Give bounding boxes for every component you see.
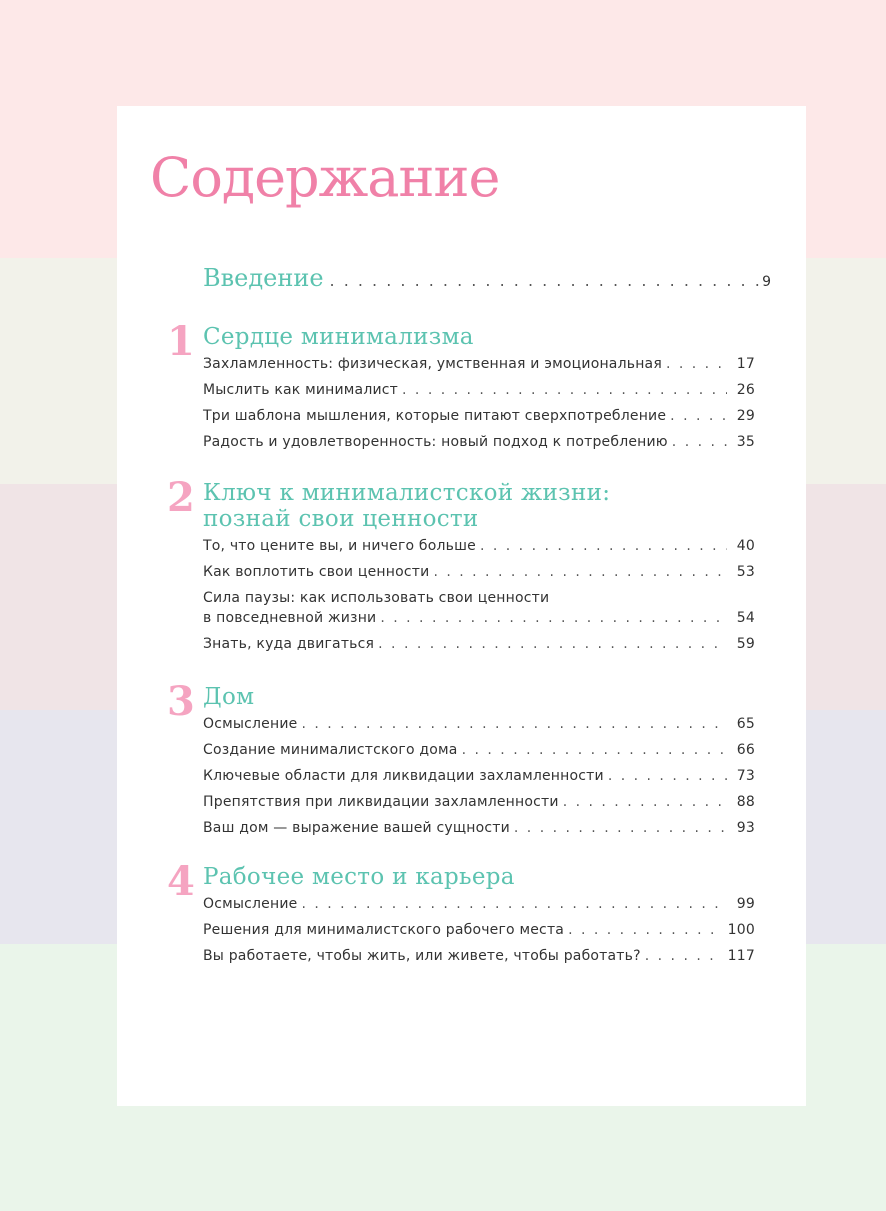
- leader-dots: [666, 354, 727, 374]
- toc-entry[interactable]: Знать, куда двигаться . . . 59: [203, 634, 755, 654]
- chapter-number: 4: [167, 858, 195, 905]
- leader-dots: [402, 380, 727, 400]
- chapter-title[interactable]: Сердце минимализма: [203, 324, 474, 350]
- page-title: Содержание: [150, 146, 500, 209]
- toc-entry[interactable]: Осмысление . . . 99: [203, 894, 755, 914]
- leader-dots: [608, 766, 727, 786]
- chapter-title[interactable]: Дом: [203, 684, 255, 710]
- leader-dots: [645, 946, 720, 966]
- toc-entry[interactable]: Три шаблона мышления, которые питают сверхпотребление . . . 29: [203, 406, 755, 426]
- leader-dots: [330, 271, 761, 290]
- chapter-number: 1: [167, 318, 195, 365]
- toc-entry[interactable]: Решения для минималистского рабочего места . . . 100: [203, 920, 755, 940]
- chapter-4: [167, 858, 755, 972]
- leader-dots: [670, 406, 727, 426]
- toc-entry[interactable]: Сила паузы: как использовать свои ценности в повседневной жизни . . . 54: [203, 588, 755, 628]
- chapter-entries: [203, 894, 755, 966]
- leader-dots: [563, 792, 727, 812]
- chapter-title[interactable]: Ключ к минималистской жизни: познай свои ценности: [203, 480, 611, 532]
- leader-dots: [301, 714, 727, 734]
- leader-dots: [462, 740, 727, 760]
- toc-entry[interactable]: То, что цените вы, и ничего больше . . . 40: [203, 536, 755, 556]
- toc-entry[interactable]: Захламленность: физическая, умственная и эмоциональная . . . 17: [203, 354, 755, 374]
- toc-intro-entry[interactable]: [203, 264, 771, 292]
- intro-page-number: 9: [762, 274, 771, 290]
- chapter-2: [167, 474, 755, 660]
- leader-dots: [514, 818, 727, 838]
- leader-dots: [301, 894, 727, 914]
- chapter-entries: [203, 536, 755, 654]
- chapter-title[interactable]: Рабочее место и карьера: [203, 864, 515, 890]
- toc-entry[interactable]: Ключевые области для ликвидации захламленности . . . 73: [203, 766, 755, 786]
- leader-dots: [380, 608, 727, 628]
- leader-dots: [568, 920, 720, 940]
- toc-entry[interactable]: Ваш дом — выражение вашей сущности . . . 93: [203, 818, 755, 838]
- chapter-number: 2: [167, 474, 195, 521]
- chapter-number: 3: [167, 678, 195, 725]
- intro-label: Введение: [203, 264, 324, 292]
- toc-entry[interactable]: Осмысление . . . 65: [203, 714, 755, 734]
- leader-dots: [433, 562, 727, 582]
- toc-entry[interactable]: Радость и удовлетворенность: новый подход к потреблению . . . 35: [203, 432, 755, 452]
- toc-entry[interactable]: Создание минималистского дома . . . 66: [203, 740, 755, 760]
- toc-entry[interactable]: Как воплотить свои ценности . . . 53: [203, 562, 755, 582]
- chapter-entries: [203, 354, 755, 452]
- toc-page: [117, 106, 806, 1106]
- toc-entry[interactable]: Препятствия при ликвидации захламленности . . . 88: [203, 792, 755, 812]
- leader-dots: [672, 432, 727, 452]
- chapter-entries: [203, 714, 755, 838]
- chapter-1: [167, 318, 755, 458]
- toc-entry[interactable]: Мыслить как минималист . . . 26: [203, 380, 755, 400]
- toc-entry[interactable]: Вы работаете, чтобы жить, или живете, чтобы работать? . . . 117: [203, 946, 755, 966]
- leader-dots: [378, 634, 727, 654]
- chapter-3: [167, 678, 755, 844]
- leader-dots: [480, 536, 727, 556]
